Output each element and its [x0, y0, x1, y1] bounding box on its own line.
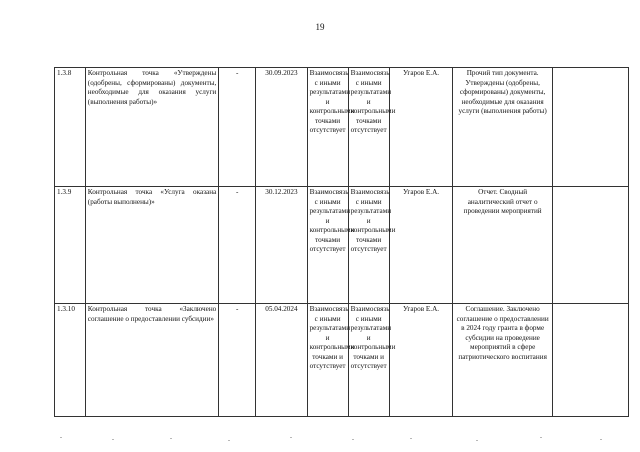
table-row	[55, 68, 629, 187]
base-value: -	[219, 68, 256, 187]
predecessor-link: Взаимосвязь с иными результатами и контрольными точками отсутствует	[307, 187, 348, 304]
predecessor-link: Взаимосвязь с иными результатами и контрольными точками и отсутствует	[307, 304, 348, 417]
base-value: -	[219, 187, 256, 304]
result-document: Отчет. Сводный аналитический отчет о проведении мероприятий	[453, 187, 553, 304]
responsible-person: Угаров Е.А.	[389, 68, 453, 187]
table-row	[55, 187, 629, 304]
info-system-cell	[552, 187, 628, 304]
result-document: Прочий тип документа. Утверждены (одобрены, сформированы) документы, необходимые для оказания услуги (выполнения работы)	[453, 68, 553, 187]
page-number: 19	[315, 22, 325, 32]
control-points-table	[54, 67, 629, 417]
control-point-name: Контрольная точка «Заключено соглашение о предоставлении субсидии»	[85, 304, 218, 417]
base-value: -	[219, 304, 256, 417]
row-number: 1.3.9	[55, 187, 86, 304]
predecessor-link: Взаимосвязь с иными результатами и контрольными точками отсутствует	[307, 68, 348, 187]
deadline-date: 05.04.2024	[256, 304, 307, 417]
control-point-name: Контрольная точка «Услуга оказана (работы выполнены)»	[85, 187, 218, 304]
deadline-date: 30.12.2023	[256, 187, 307, 304]
successor-link: Взаимосвязь с иными результатами и контрольными точками отсутствует	[348, 187, 389, 304]
row-number: 1.3.8	[55, 68, 86, 187]
successor-link: Взаимосвязь с иными результатами и контрольными точками и отсутствует	[348, 304, 389, 417]
result-document: Соглашение. Заключено соглашение о предоставлении в 2024 году гранта в форме субсидии на проведение мероприятий в сфере патриотического воспитания	[453, 304, 553, 417]
responsible-person: Угаров Е.А.	[389, 187, 453, 304]
deadline-date: 30.09.2023	[256, 68, 307, 187]
info-system-cell	[552, 304, 628, 417]
successor-link: Взаимосвязь с иными результатами и контрольными точками отсутствует	[348, 68, 389, 187]
row-number: 1.3.10	[55, 304, 86, 417]
table-row	[55, 304, 629, 417]
info-system-cell	[552, 68, 628, 187]
scan-artifacts	[0, 436, 640, 442]
responsible-person: Угаров Е.А.	[389, 304, 453, 417]
control-point-name: Контрольная точка «Утверждены (одобрены, сформированы) документы, необходимые для оказания услуги (выполнения работы)»	[85, 68, 218, 187]
